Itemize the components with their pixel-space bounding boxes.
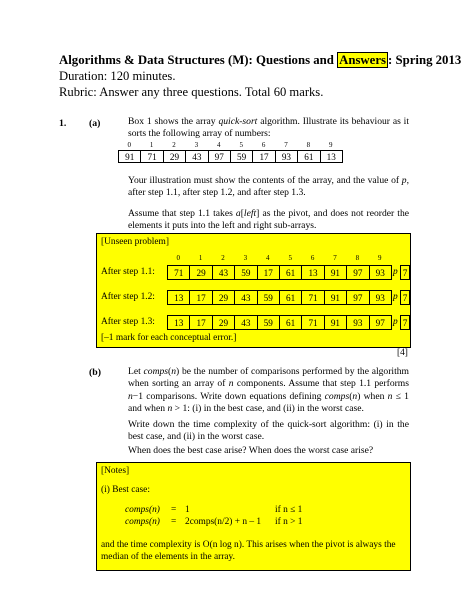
array-index: 9: [378, 254, 382, 262]
step-label: After step 1.2:: [101, 292, 155, 302]
array-cell: 43: [212, 266, 234, 280]
array-cell: 97: [347, 266, 369, 280]
notes-label: [Notes]: [101, 466, 130, 476]
pivot-value-box: [400, 265, 410, 280]
step-array: [167, 290, 392, 305]
array-index: 3: [243, 254, 248, 262]
array-cell: 71: [302, 291, 324, 305]
eq1-lhs: comps(n): [125, 505, 160, 515]
answer-box-part-a: [96, 233, 411, 348]
array-index: 5: [239, 141, 243, 149]
array-cell: 61: [279, 291, 301, 305]
array-cell: 61: [279, 266, 301, 280]
marking-note: [–1 mark for each conceptual error.]: [101, 333, 237, 343]
array-index: 1: [149, 141, 154, 149]
question-number: 1.: [59, 118, 67, 129]
array-index: 4: [266, 254, 270, 262]
array-cell: 17: [257, 266, 279, 280]
array-cell: 59: [230, 151, 252, 163]
rubric-line: Rubric: Answer any three questions. Total 60 marks.: [59, 85, 324, 99]
array-index: 2: [221, 254, 225, 262]
array-cell: 61: [279, 316, 301, 330]
array-cell: 71: [302, 316, 324, 330]
pivot-value-box: [400, 315, 410, 330]
complexity-conclusion: and the time complexity is O(n log n). This arises when the pivot is always the median of the elements in the array.: [101, 540, 396, 562]
array-cell: 17: [190, 291, 212, 305]
part-a-assumption: Assume that step 1.1 takes a[left] as the pivot, and does not reorder the elements it puts into the left and right sub-arrays.: [128, 208, 410, 232]
part-b-label: (b): [89, 367, 101, 378]
array-index: 2: [172, 141, 176, 149]
part-a-intro: Box 1 shows the array quick-sort algorithm. Illustrate its behaviour as it sorts the following array of numbers:: [128, 116, 409, 140]
pivot-label: p: [393, 317, 398, 327]
array-cell: 29: [212, 291, 234, 305]
array-cell: 43: [235, 316, 257, 330]
eq1-equals: =: [171, 505, 177, 515]
title-answers-highlight: Answers: [339, 53, 387, 67]
unseen-problem-label: [Unseen problem]: [101, 237, 169, 247]
part-b-paragraph-2: Write down the time complexity of the quick-sort algorithm: (i) in the best case, and (ii) in the worst case.: [128, 419, 409, 443]
step-array: [167, 315, 392, 330]
array-index: 8: [355, 254, 360, 262]
array-index: 8: [306, 141, 311, 149]
array-index: 3: [194, 141, 199, 149]
array-cell: 91: [324, 266, 346, 280]
array-cell: 29: [212, 316, 234, 330]
array-cell: 59: [257, 316, 279, 330]
array-cell: 43: [235, 291, 257, 305]
page-title: [59, 53, 461, 68]
step-label: After step 1.3:: [101, 317, 155, 327]
pivot-value-box: [400, 290, 410, 305]
array-index: 9: [329, 141, 333, 149]
array-cell: 93: [369, 291, 391, 305]
part-b-paragraph-3: When does the best case arise? When does the worst case arise?: [128, 445, 374, 456]
pivot-value: 7: [401, 266, 410, 280]
step-array: [167, 265, 392, 280]
eq1-rhs: 1: [185, 505, 190, 515]
step-label: After step 1.1:: [101, 267, 155, 277]
array-cell: 91: [119, 151, 141, 163]
array-cell: 13: [168, 291, 190, 305]
array-cell: 93: [369, 266, 391, 280]
array-index: 7: [333, 254, 337, 262]
array-cell: 59: [235, 266, 257, 280]
array-index: 6: [261, 141, 266, 149]
eq2-equals: =: [171, 517, 177, 527]
pivot-value: 7: [401, 291, 410, 305]
array-index: 4: [217, 141, 221, 149]
array-cell: 91: [324, 291, 346, 305]
title-prefix: Algorithms & Data Structures (M): Questions and: [59, 53, 338, 67]
array-cell: 91: [324, 316, 346, 330]
array-cell: 61: [298, 151, 320, 163]
input-array: [118, 150, 343, 163]
pivot-label: p: [393, 267, 398, 277]
array-index: 7: [284, 141, 288, 149]
pivot-label: p: [393, 292, 398, 302]
part-a-instruction: Your illustration must show the contents of the array, and the value of p, after step 1.1, after step 1.2, and after step 1.3.: [128, 175, 409, 199]
array-cell: 97: [208, 151, 230, 163]
array-cell: 13: [320, 151, 342, 163]
array-cell: 59: [257, 291, 279, 305]
array-cell: 13: [302, 266, 324, 280]
array-cell: 17: [253, 151, 275, 163]
array-index: 1: [198, 254, 203, 262]
pivot-value: 7: [401, 316, 410, 330]
part-a-label: (a): [89, 118, 101, 129]
array-cell: 93: [347, 316, 369, 330]
answer-indices: [167, 254, 397, 264]
array-cell: 93: [275, 151, 297, 163]
array-index: 0: [127, 141, 131, 149]
array-cell: 29: [163, 151, 185, 163]
array-index: 6: [310, 254, 315, 262]
best-case-label: (i) Best case:: [101, 485, 150, 495]
eq2-rhs: 2comps(n/2) + n – 1: [185, 517, 262, 527]
array-cell: 17: [190, 316, 212, 330]
array-index: 5: [288, 254, 292, 262]
title-suffix: : Spring 2013: [388, 53, 462, 67]
marks-part-a: [4]: [397, 348, 408, 358]
array-cell: 97: [369, 316, 391, 330]
array-cell: 43: [186, 151, 208, 163]
eq1-condition: if n ≤ 1: [275, 505, 303, 515]
array-cell: 97: [347, 291, 369, 305]
array-cell: 71: [168, 266, 190, 280]
eq2-condition: if n > 1: [275, 517, 303, 527]
answer-box-part-b: [96, 462, 411, 571]
array-index: 0: [176, 254, 180, 262]
part-b-paragraph-1: Let comps(n) be the number of comparisons performed by the algorithm when sorting an array of n components. Assume that step 1.1 performs n−1 comparisons. Write down equations defining comps(n) when n ≤ 1 and when n > 1: (i) in the best case, and (ii) in the worst case.: [128, 366, 410, 415]
duration-line: Duration: 120 minutes.: [59, 69, 176, 83]
array-cell: 29: [190, 266, 212, 280]
eq2-lhs: comps(n): [125, 517, 160, 527]
array-cell: 71: [141, 151, 163, 163]
array-cell: 13: [168, 316, 190, 330]
